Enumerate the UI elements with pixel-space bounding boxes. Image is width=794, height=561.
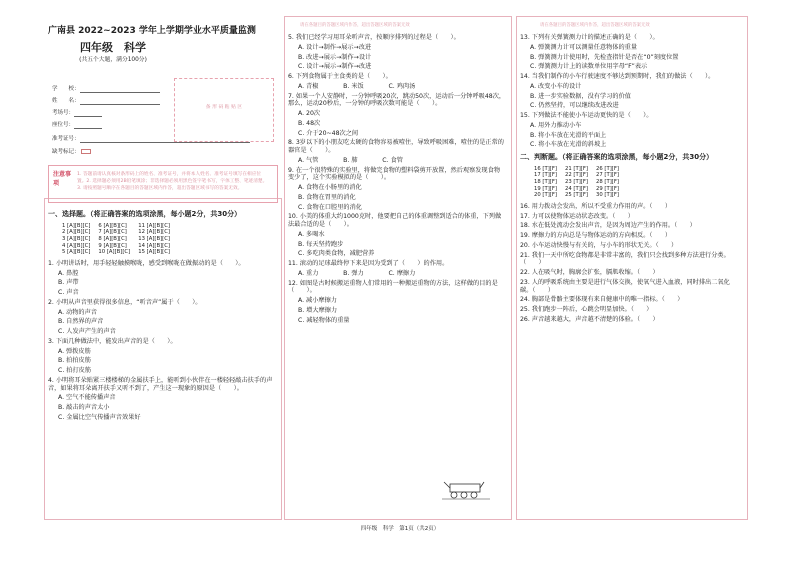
page-footer: 四年级 科学 第1页（共2页） [360, 526, 440, 532]
question-11: 11. 滚动的足球最终停下来是因为受到了（ ）的作用。 A. 重力 B. 弹力 C. 摩擦力 [288, 260, 449, 277]
question-5: 5. 我们已经学习用耳朵听声音，按顺序排列的过程是（ ）。 A. 设计→制作→展示→改进 B. 改进→展示→制作→设计 C. 设计→展示→制作→改进 [288, 34, 460, 71]
notes-box [48, 165, 278, 203]
question-14: 14. 当我们制作的小车行驶速度不够达到预期时，我们的做法（ ）。 A. 改变小车的设计 B. 进一步实验数据，没有学习的价值 C. 仍然坚持，可以继续改进改进 [520, 73, 715, 110]
statement-25: 25. 我们跑步一阵后，心跳会明显加快。（ ） [520, 306, 653, 314]
question-9: 9. 在一个很特殊的实验里，将做完食物的塑料袋剪开放置，然后观察发现食物变少了，这个实验模拟的是（ ）。 A. 食物在小肠里的消化 B. 食物在胃里的消化 C. 食物在口腔里的消化 [288, 166, 501, 211]
question-1: 1. 小明讲话时，用手轻轻触摸喉咙，感受到喉咙在做振动的是（ ）。 A. 鼻腔 B. 声带 C. 声音 [48, 259, 245, 297]
question-8: 8. 3岁以下的小朋友吃太硬的食物容易被噎住，导致呼吸困难，噎住的是正常的器官是（ ）。 A. 气管 B. 肺 C. 食管 [288, 139, 504, 164]
statement-24: 24. 胸部是骨骼主要体现有来自健康中的唯一指标。（ ） [520, 296, 684, 304]
question-7: 7. 如果一个人安静时，一分钟呼吸20次，跳动50次，运动后一分钟呼吸48次，那么，运动20秒后，一分钟的呼吸次数可能是（ ）。 A. 20次 B. 48次 C. 介于20~48次之间 [288, 92, 506, 137]
name-field[interactable]: 姓 名： [52, 98, 160, 105]
statement-22: 22. 人在吸气时，胸廓会扩张，膈肌收缩。（ ） [520, 269, 659, 277]
exam-title: 广南县 2022~2023 学年上学期学业水平质量监测 [48, 26, 256, 36]
question-4: 4. 小明将耳朵贴紧三楼楼梯的金属扶手上，能听到小伙伴在一楼轻轻敲击扶手的声音，如果将耳朵离开扶手又听不到了，产生这一现象的原因是（ ）。 A. 空气不能传播声音 B. 敲击的声音太小 C. 金属比空气传播声音效果好 [48, 376, 273, 421]
question-6: 6. 下列食物属于主食类的是（ ）。 A. 青椒 B. 米饭 C. 鸡肉汤 [288, 73, 416, 90]
statement-19: 19. 摩擦力的方向总是与物体运动的方向相反。（ ） [520, 232, 672, 240]
statement-18: 18. 水在低处流动会发出声音，是因为周边产生的作用。（ ） [520, 222, 696, 230]
section2-heading: 二、判断题。（将正确答案的选项涂黑，每小题2分，共30分） [520, 153, 714, 161]
statement-16: 16. 用力拨动会发出，所以不受重力作用的声。（ ） [520, 202, 672, 210]
column-middle [288, 34, 506, 326]
question-13: 13. 下列有关弹簧测力计的描述正确的是（ ）。 A. 弹簧测力计可以测量任意物体的重量 B. 弹簧测力计使用时，先检查指针是否在“0”刻度位置 C. 弹簧测力计上的读数单位用字母“F”表示 [520, 34, 679, 71]
col3-top-note: 请在各题目的答题区域内作答，超出答题区域的答案无效 [540, 23, 650, 28]
statement-17: 17. 力可以使物体运动状态改变。（ ） [520, 212, 634, 220]
section2-answer-grid[interactable]: 16 [T][F] 21 [T][F] 26 [T][F] 17 [T][F] 22 [T][F] 27 [T][F] 18 [T][F] 23 [T][F] 28 [T][F] 19 [T][F] 24 [T][F] 29 [T][F] 20 [T][F] 25 [T][F] 30 [T][F] [534, 165, 619, 199]
question-2: 2. 小明从声音里获得很多信息，“听音声”属于（ ）。 A. 动物的声音 B. 自然界的声音 C. 人发声产生的声音 [48, 298, 202, 336]
exam-subject: 四年级 科学 [80, 41, 146, 55]
notes-text: 1. 答题前请认真核对条形码上的姓名、准考证号，并将本人姓名、准考证号填写在相应位置。2. 选择题必须用2B铅笔填涂；非选择题必须用黑色签字笔书写，字体工整、笔迹清楚。3. 请按照题号顺序在各题目的答题区域内作答，超出答题区域书写的答案无效。 [77, 172, 268, 192]
section1-heading: 一、选择题。（将正确答案的选项涂黑，每小题2分，共30分） [48, 210, 242, 218]
missing-mark[interactable]: 缺考标记： [52, 149, 91, 156]
question-15: 15. 下列做法不能使小车运动更快的是（ ）。 A. 用外力推动小车 B. 将小车放在光滑的平面上 C. 将小车放在光滑的斜坡上 [520, 112, 653, 149]
statement-20: 20. 小车运动快慢与有关的，与小车的形状无关。（ ） [520, 241, 678, 249]
question-3: 3. 下面几种做法中，能发出声音的是（ ）。 A. 弹拨皮筋 B. 拍拍皮筋 C. 拍打皮筋 [48, 337, 177, 375]
exam-room-field[interactable]: 考场号： [52, 110, 102, 117]
column-left [48, 18, 276, 421]
statement-26: 26. 声音越来越大，声音越不清楚的体验。（ ） [520, 315, 659, 323]
statement-21: 21. 我们一天中所吃食物都是非常丰富的，我们只会找到多种方法进行分类。（ ） [520, 251, 730, 267]
statement-23: 23. 人的呼吸系统由主要是进行气体交换，使氧气进入血液，同时排出二氧化碳。（ ） [520, 278, 730, 294]
student-number-field[interactable]: 准考证号： [52, 136, 250, 143]
col2-top-note: 请在各题目的答题区域内作答，超出答题区域的答案无效 [300, 23, 410, 28]
barcode-area: 条 形 码 粘 贴 区 [174, 78, 274, 142]
section1-answer-grid[interactable]: 1 [A][B][C] 6 [A][B][C] 11 [A][B][C] 2 [A][B][C] 7 [A][B][C] 12 [A][B][C] 3 [A][B][C] 8 [A][B][C] 13 [A][B][C] 4 [A][B][C] 9 [A][B][C] 14 [A][B][C] 5 [A][B][C] 10 [A][B][C] 15 [A][B][C] [62, 222, 170, 256]
question-10: 10. 小美的体重大约1000克时，他要把自己的体重调整到适合的体重，下列做法最合适的是（ ）。 A. 多喝水 B. 每天坚持跑步 C. 多吃肉类食物，减肥营养 [288, 213, 502, 258]
seat-field[interactable]: 座位号： [52, 122, 102, 129]
column-right [520, 34, 742, 326]
score-info: (共五个大题，满分100分) [79, 57, 147, 63]
moving-log-sketch-image [440, 478, 492, 500]
notes-label: 注意事项 [53, 171, 72, 187]
school-field[interactable]: 学 校： [52, 86, 160, 93]
question-12: 12. 如图是古时候搬运重物人们常用的一种搬运重物的方法，这样做的目的是（ ）。 A. 减小摩擦力 B. 增大摩擦力 C. 减轻物体的重量 [288, 279, 498, 324]
